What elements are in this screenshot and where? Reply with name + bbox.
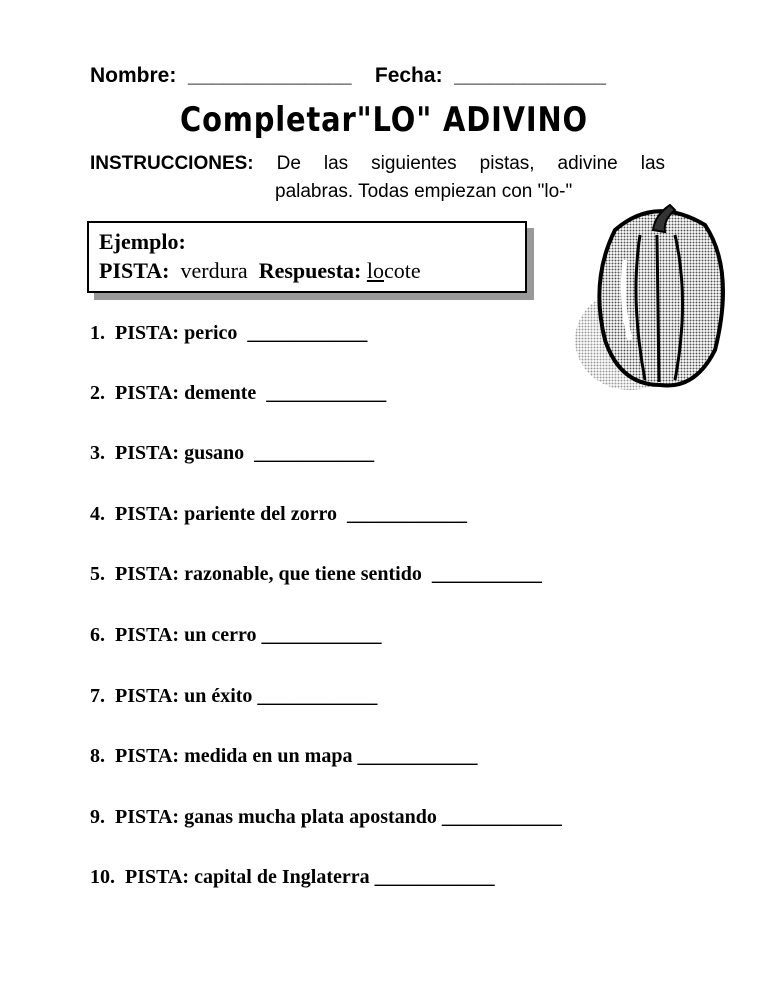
date-label: Fecha:	[374, 64, 443, 87]
name-label: Nombre:	[90, 64, 177, 87]
example-heading: Ejemplo:	[99, 229, 186, 254]
clue-item-10: 10. PISTA: capital de Inglaterra ____________	[90, 866, 495, 888]
example-respuesta-label: Respuesta:	[258, 258, 362, 283]
example-answer-rest: cote	[383, 258, 421, 283]
header-line	[90, 64, 606, 88]
example-answer-prefix: lo	[366, 258, 384, 283]
clue-item-9: 9. PISTA: ganas mucha plata apostando ____________	[90, 806, 562, 828]
clue-item-4: 4. PISTA: pariente del zorro ____________	[90, 503, 468, 525]
example-pista: verdura	[180, 258, 248, 283]
name-blank: ______________	[188, 64, 352, 87]
pepper-illustration	[575, 190, 735, 395]
page-title: Completar"LO" ADIVINO	[180, 100, 588, 140]
clue-item-3: 3. PISTA: gusano ____________	[90, 442, 375, 464]
instructions-label: INSTRUCCIONES:	[90, 153, 254, 174]
instructions-line1: De las siguientes pistas, adivine las	[276, 153, 666, 174]
clue-item-2: 2. PISTA: demente ____________	[90, 382, 387, 404]
clue-item-7: 7. PISTA: un éxito ____________	[90, 685, 378, 707]
clue-item-5: 5. PISTA: razonable, que tiene sentido ___________	[90, 563, 542, 585]
example-box	[87, 221, 527, 293]
date-blank: _____________	[454, 64, 607, 87]
clue-item-6: 6. PISTA: un cerro ____________	[90, 624, 382, 646]
example-pista-label: PISTA:	[99, 258, 170, 283]
clue-item-1: 1. PISTA: perico ____________	[90, 322, 368, 344]
instructions-line2: palabras. Todas empiezan con "lo-"	[275, 181, 573, 202]
clue-item-8: 8. PISTA: medida en un mapa ____________	[90, 745, 478, 767]
